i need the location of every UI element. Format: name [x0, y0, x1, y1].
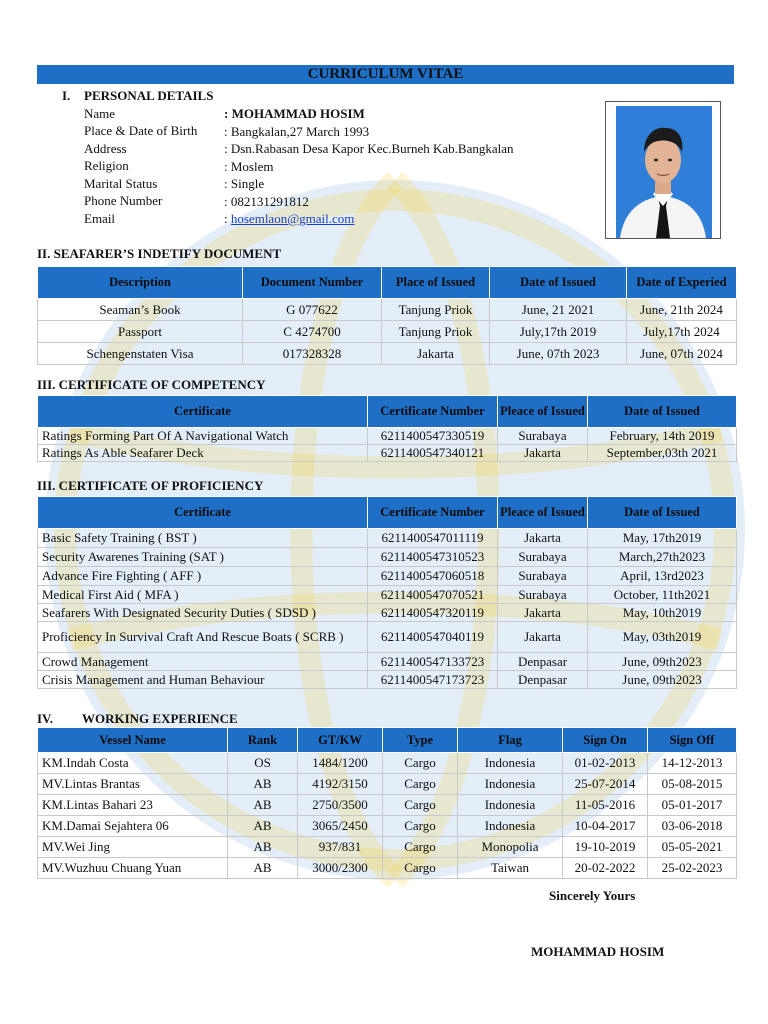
- cell: 6211400547340121: [368, 445, 498, 462]
- cell: 6211400547040119: [368, 622, 498, 653]
- cell: Jakarta: [498, 529, 588, 548]
- table-row: [38, 321, 737, 343]
- cell: Basic Safety Training ( BST ): [38, 529, 368, 548]
- cell: 6211400547320119: [368, 604, 498, 622]
- cell: July,17th 2019: [490, 321, 627, 343]
- table-row: [38, 567, 737, 586]
- cell: May, 03th2019: [588, 622, 737, 653]
- value-religion: : Moslem: [224, 159, 274, 174]
- col-header: Pleace of Issued: [498, 396, 588, 428]
- cell: March,27th2023: [588, 548, 737, 567]
- cell: C 4274700: [243, 321, 382, 343]
- cell: 6211400547070521: [368, 586, 498, 604]
- col-header: Date of Issued: [588, 396, 737, 428]
- working-experience-table: [37, 727, 737, 879]
- cell: June, 07th 2024: [627, 343, 737, 365]
- value-phone: : 082131291812: [224, 194, 309, 209]
- cell: 6211400547173723: [368, 671, 498, 689]
- col-header: Type: [383, 728, 458, 753]
- section-heading-experience: WORKING EXPERIENCE: [82, 711, 238, 726]
- cell: KM.Damai Sejahtera 06: [38, 816, 228, 837]
- cell: Seafarers With Designated Security Duties ( SDSD ): [38, 604, 368, 622]
- email-link[interactable]: hosemlaon@gmail.com: [230, 211, 355, 226]
- cell: Ratings Forming Part Of A Navigational Watch: [38, 428, 368, 445]
- cell: 3000/2300: [298, 858, 383, 879]
- table-row: [38, 428, 737, 445]
- section-number-experience: IV.: [37, 711, 54, 726]
- proficiency-table: [37, 496, 737, 689]
- cell: 6211400547133723: [368, 653, 498, 671]
- col-header: Certificate: [38, 497, 368, 529]
- cell: KM.Lintas Bahari 23: [38, 795, 228, 816]
- cell: Cargo: [383, 795, 458, 816]
- cell: Medical First Aid ( MFA ): [38, 586, 368, 604]
- cell: 017328328: [243, 343, 382, 365]
- cell: MV.Wuzhuu Chuang Yuan: [38, 858, 228, 879]
- table-row: [38, 586, 737, 604]
- cell: Crowd Management: [38, 653, 368, 671]
- cell: AB: [228, 816, 298, 837]
- table-row: [38, 795, 737, 816]
- table-row: [38, 445, 737, 462]
- value-birth: : Bangkalan,27 March 1993: [224, 124, 370, 139]
- cell: February, 14th 2019: [588, 428, 737, 445]
- cv-title: CURRICULUM VITAE: [37, 65, 734, 84]
- col-header: Description: [38, 267, 243, 299]
- table-row: [38, 774, 737, 795]
- cell: Jakarta: [498, 622, 588, 653]
- value-marital: : Single: [224, 176, 265, 191]
- table-header-row: [38, 396, 737, 428]
- cell: 10-04-2017: [563, 816, 648, 837]
- cell: Jakarta: [498, 445, 588, 462]
- cell: 05-05-2021: [648, 837, 737, 858]
- cell: June, 21 2021: [490, 299, 627, 321]
- cell: Jakarta: [382, 343, 490, 365]
- cell: 25-07-2014: [563, 774, 648, 795]
- table-row: [38, 858, 737, 879]
- cell: Monopolia: [458, 837, 563, 858]
- cell: Indonesia: [458, 816, 563, 837]
- cell: 6211400547330519: [368, 428, 498, 445]
- cell: Denpasar: [498, 671, 588, 689]
- cell: G 077622: [243, 299, 382, 321]
- label-religion: Religion: [84, 158, 129, 173]
- cell: July,17th 2024: [627, 321, 737, 343]
- cell: September,03th 2021: [588, 445, 737, 462]
- cell: May, 17th2019: [588, 529, 737, 548]
- cell: Advance Fire Fighting ( AFF ): [38, 567, 368, 586]
- cell: Passport: [38, 321, 243, 343]
- cell: June, 09th2023: [588, 653, 737, 671]
- table-row: [38, 548, 737, 567]
- table-row: [38, 343, 737, 365]
- cell: October, 11th2021: [588, 586, 737, 604]
- label-phone: Phone Number: [84, 193, 163, 208]
- table-row: [38, 653, 737, 671]
- cell: 4192/3150: [298, 774, 383, 795]
- cell: Tanjung Priok: [382, 321, 490, 343]
- table-row: [38, 604, 737, 622]
- cell: Surabaya: [498, 548, 588, 567]
- cell: 11-05-2016: [563, 795, 648, 816]
- section-heading-proficiency: III. CERTIFICATE OF PROFICIENCY: [37, 478, 264, 493]
- section-heading-competency: III. CERTIFICATE OF COMPETENCY: [37, 377, 266, 392]
- cell: Indonesia: [458, 753, 563, 774]
- cell: Taiwan: [458, 858, 563, 879]
- col-header: Place of Issued: [382, 267, 490, 299]
- cell: 01-02-2013: [563, 753, 648, 774]
- cell: June, 21th 2024: [627, 299, 737, 321]
- section-heading-personal: PERSONAL DETAILS: [84, 88, 214, 103]
- cell: OS: [228, 753, 298, 774]
- col-header: GT/KW: [298, 728, 383, 753]
- section-number-personal: I.: [62, 88, 71, 103]
- cell: 937/831: [298, 837, 383, 858]
- col-header: Vessel Name: [38, 728, 228, 753]
- label-birth: Place & Date of Birth: [84, 123, 198, 138]
- table-row: [38, 837, 737, 858]
- cell: Security Awarenes Training (SAT ): [38, 548, 368, 567]
- col-header: Certificate Number: [368, 396, 498, 428]
- cell: Ratings As Able Seafarer Deck: [38, 445, 368, 462]
- email-prefix: :: [224, 211, 231, 226]
- value-name: : MOHAMMAD HOSIM: [224, 106, 365, 121]
- value-email: [224, 211, 354, 227]
- cell: 6211400547011119: [368, 529, 498, 548]
- col-header: Date of Issued: [490, 267, 627, 299]
- cell: Cargo: [383, 753, 458, 774]
- table-row: [38, 671, 737, 689]
- cell: 1484/1200: [298, 753, 383, 774]
- label-email: Email: [84, 211, 116, 226]
- portrait-photo-icon: [606, 102, 720, 238]
- cell: Crisis Management and Human Behaviour: [38, 671, 368, 689]
- col-header: Certificate: [38, 396, 368, 428]
- cell: 25-02-2023: [648, 858, 737, 879]
- col-header: Document Number: [243, 267, 382, 299]
- col-header: Sign On: [563, 728, 648, 753]
- cell: Indonesia: [458, 795, 563, 816]
- seafarer-document-table: [37, 266, 737, 365]
- col-header: Flag: [458, 728, 563, 753]
- cell: April, 13rd2023: [588, 567, 737, 586]
- cell: 05-01-2017: [648, 795, 737, 816]
- cell: AB: [228, 774, 298, 795]
- cell: Cargo: [383, 837, 458, 858]
- table-header-row: [38, 267, 737, 299]
- closing-text: Sincerely Yours: [549, 888, 636, 903]
- cell: MV.Lintas Brantas: [38, 774, 228, 795]
- table-row: [38, 753, 737, 774]
- table-header-row: [38, 728, 737, 753]
- cell: Surabaya: [498, 586, 588, 604]
- cell: AB: [228, 858, 298, 879]
- label-address: Address: [84, 141, 127, 156]
- cell: 03-06-2018: [648, 816, 737, 837]
- cell: 20-02-2022: [563, 858, 648, 879]
- cell: KM.Indah Costa: [38, 753, 228, 774]
- cell: 19-10-2019: [563, 837, 648, 858]
- cell: Cargo: [383, 774, 458, 795]
- table-row: [38, 299, 737, 321]
- cell: Tanjung Priok: [382, 299, 490, 321]
- cell: Surabaya: [498, 428, 588, 445]
- table-row: [38, 622, 737, 653]
- cell: Indonesia: [458, 774, 563, 795]
- cell: Denpasar: [498, 653, 588, 671]
- competency-table: [37, 395, 737, 462]
- cell: Cargo: [383, 858, 458, 879]
- cell: 3065/2450: [298, 816, 383, 837]
- col-header: Rank: [228, 728, 298, 753]
- cell: June, 07th 2023: [490, 343, 627, 365]
- cell: AB: [228, 795, 298, 816]
- col-header: Date of Issued: [588, 497, 737, 529]
- table-row: [38, 529, 737, 548]
- cell: AB: [228, 837, 298, 858]
- cell: 14-12-2013: [648, 753, 737, 774]
- cell: 2750/3500: [298, 795, 383, 816]
- col-header: Date of Experied: [627, 267, 737, 299]
- label-marital: Marital Status: [84, 176, 158, 191]
- cell: 05-08-2015: [648, 774, 737, 795]
- cell: June, 09th2023: [588, 671, 737, 689]
- table-header-row: [38, 497, 737, 529]
- cell: MV.Wei Jing: [38, 837, 228, 858]
- col-header: Certificate Number: [368, 497, 498, 529]
- cell: May, 10th2019: [588, 604, 737, 622]
- cell: 6211400547310523: [368, 548, 498, 567]
- portrait-photo: [605, 101, 721, 239]
- col-header: Pleace of Issued: [498, 497, 588, 529]
- label-name: Name: [84, 106, 116, 121]
- section-heading-seafarer-document: II. SEAFARER’S INDETIFY DOCUMENT: [37, 246, 282, 261]
- value-address: : Dsn.Rabasan Desa Kapor Kec.Burneh Kab.Bangkalan: [224, 141, 514, 156]
- cell: Surabaya: [498, 567, 588, 586]
- cell: Seaman’s Book: [38, 299, 243, 321]
- col-header: Sign Off: [648, 728, 737, 753]
- table-row: [38, 816, 737, 837]
- cell: Cargo: [383, 816, 458, 837]
- cell: Jakarta: [498, 604, 588, 622]
- cell: 6211400547060518: [368, 567, 498, 586]
- cell: Proficiency In Survival Craft And Rescue Boats ( SCRB ): [38, 622, 368, 653]
- signature-name: MOHAMMAD HOSIM: [531, 944, 665, 959]
- cell: Schengenstaten Visa: [38, 343, 243, 365]
